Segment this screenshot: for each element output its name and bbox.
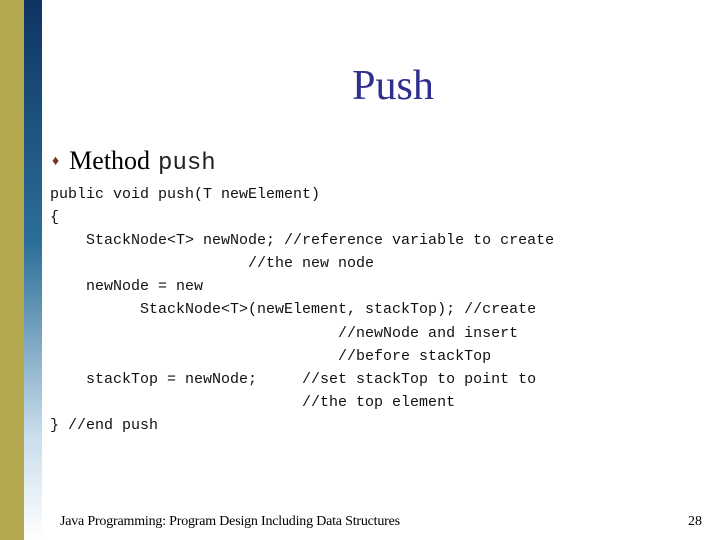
code-line: StackNode<T> newNode; //reference variable to create	[50, 232, 555, 250]
slide-title: Push	[352, 63, 434, 109]
bullet-method-push	[52, 146, 216, 177]
left-blue-gradient-band	[24, 0, 42, 540]
code-line: public void push(T newElement)	[50, 186, 321, 203]
code-line: newNode = new	[50, 278, 204, 296]
code-line: //the top element	[50, 393, 456, 411]
diamond-bullet-icon: ♦	[52, 154, 60, 169]
code-line: stackTop = newNode; //set stackTop to point to	[50, 370, 537, 388]
bullet-text: Method	[69, 146, 151, 175]
code-line: } //end push	[50, 416, 159, 434]
code-line: {	[50, 209, 60, 227]
code-line: //the new node	[50, 255, 375, 273]
left-olive-band	[0, 0, 24, 540]
footer-text: Java Programming: Program Design Including Data Structures	[60, 514, 400, 529]
code-line: //newNode and insert	[50, 324, 519, 342]
code-block	[50, 183, 554, 437]
code-line: StackNode<T>(newElement, stackTop); //create	[50, 301, 537, 319]
code-line: //before stackTop	[50, 347, 492, 365]
bullet-code: push	[158, 150, 216, 177]
page-number: 28	[688, 514, 702, 529]
